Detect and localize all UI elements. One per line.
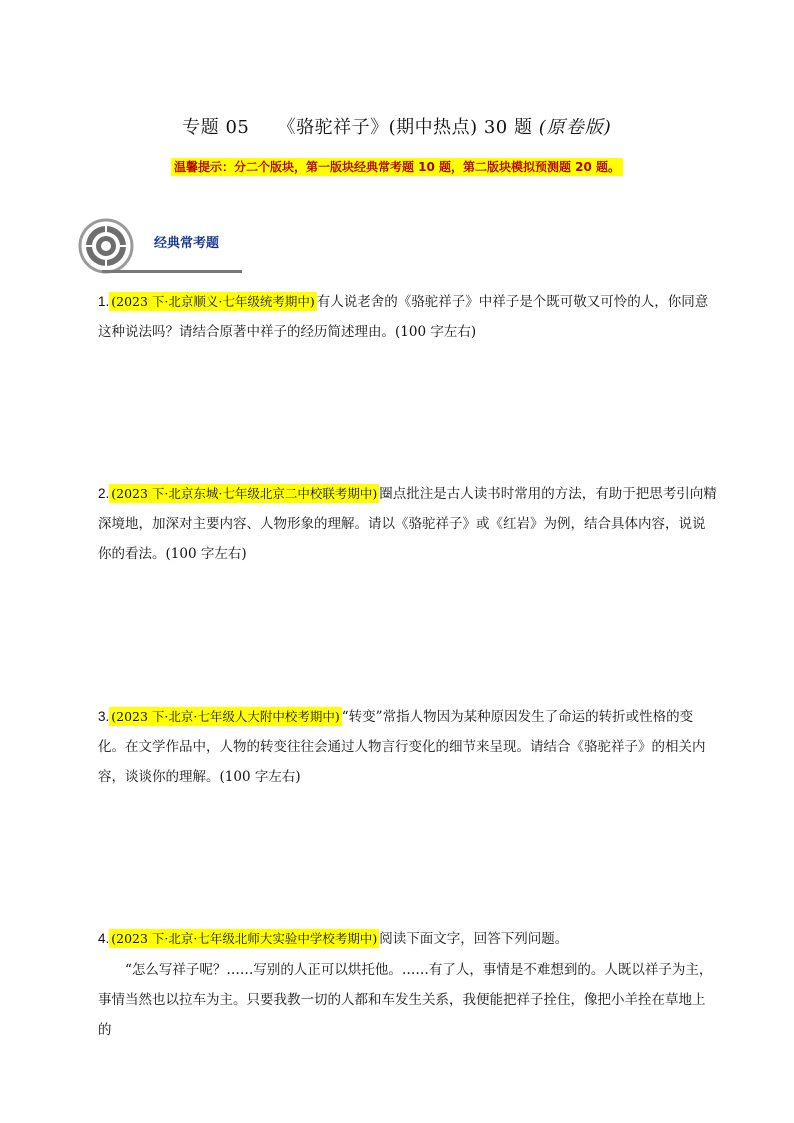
question-source: (2023 下·北京·七年级北师大实验中学校考期中) [111, 931, 378, 946]
question-source: (2023 下·北京·七年级人大附中校考期中) [111, 709, 340, 724]
question-1 [98, 287, 718, 347]
title-main: 专题 05 [182, 117, 256, 138]
question-source: (2023 下·北京顺义·七年级统考期中) [111, 294, 315, 309]
question-text: 阅读下面文字，回答下列问题。 [379, 931, 569, 947]
question-2 [98, 479, 718, 569]
question-4 [98, 924, 718, 954]
tip-banner [0, 158, 794, 175]
question-text: 有人说老舍的《骆驼祥子》中祥子是个既可敬又可怜的人，你同意这种说法吗？请结合原著中祥子的经历简述理由。(100 字左右) [98, 294, 709, 340]
target-icon [78, 218, 134, 274]
title-book: 《骆驼祥子》(期中热点) 30 题 [277, 117, 533, 138]
section-label: 经典常考题 [154, 236, 220, 251]
page-title [0, 113, 794, 139]
section-underline [102, 270, 242, 273]
question-number: 3. [98, 709, 110, 724]
reading-passage: “怎么写祥子呢？……写别的人正可以烘托他。……有了人，事情是不难想到的。人既以祥子为主，事情当然也以拉车为主。只要我教一切的人都和车发生关系，我便能把祥子拴住，像把小羊拴在草地上的 [98, 962, 713, 1038]
title-edition: (原卷版) [538, 117, 612, 138]
tip-text: 温馨提示：分二个版块，第一版块经典常考题 10 题，第二版块模拟预测题 20 题。 [171, 158, 623, 176]
question-number: 4. [98, 931, 110, 946]
section-header [78, 216, 248, 276]
question-3 [98, 702, 718, 792]
question-number: 2. [98, 486, 110, 501]
question-text: 圈点批注是古人读书时常用的方法，有助于把思考引向精深境地，加深对主要内容、人物形象的理解。请以《骆驼祥子》或《红岩》为例，结合具体内容，说说你的看法。(100 字左右) [98, 486, 717, 562]
question-source: (2023 下·北京东城·七年级北京二中校联考期中) [111, 486, 378, 501]
question-number: 1. [98, 294, 110, 309]
question-text: “转变”常指人物因为某种原因发生了命运的转折或性格的变化。在文学作品中，人物的转变往往会通过人物言行变化的细节来呈现。请结合《骆驼祥子》的相关内容，谈谈你的理解。(100 字左右) [98, 709, 706, 785]
